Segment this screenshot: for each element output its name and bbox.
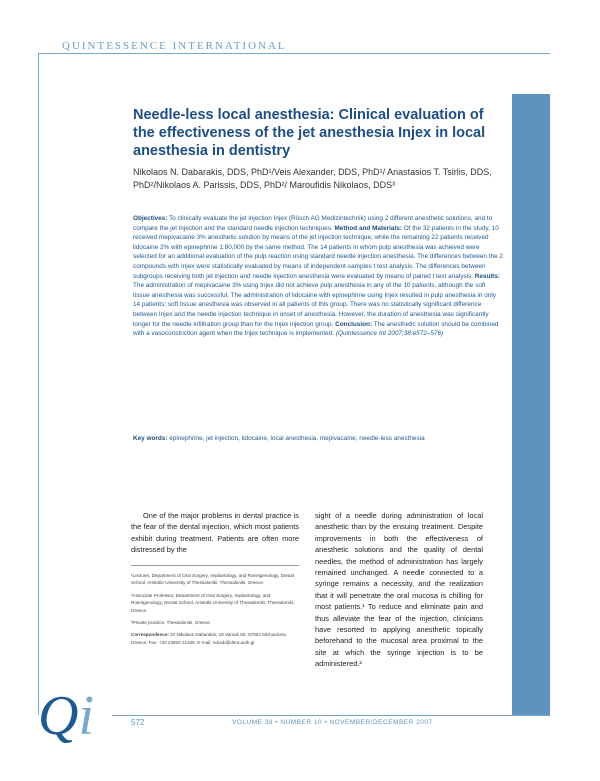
footnotes: [131, 572, 299, 651]
correspondence-label: Correspondence:: [131, 632, 170, 638]
objectives-label: Objectives:: [133, 215, 168, 222]
body-column-right: [315, 510, 483, 670]
body-paragraph: One of the major problems in dental practice is the fear of the dental injection, which most patients exhibit during treatment. Patients are often more distressed by the: [131, 511, 299, 555]
keywords: [133, 434, 503, 444]
methods-text: Of the 32 patients in the study, 10 received mepivacaine 3% anesthetic solution by means of the jet injection technique, while the remaining 22 patients received lidocaine 2% with epinephrine 1:80,000 by the same method. The 14 patients in whom pulp anesthesia was achieved were selected for an additional evaluation of the pulp reaction using standard needle injection anesthesia. The differences between the 2 compounds with Injex were statistically evaluated by means of independent-samples t test analysis. The differences between subgroups receiving both jet injection and needle injection anesthesia were evaluated by means of paired t test analysis.: [133, 224, 503, 280]
body-column-left: [131, 510, 299, 556]
article-title: Needle-less local anesthesia: Clinical evaluation of the effectiveness of the jet anesthesia Injex in local anesthesia in dentistry: [133, 107, 486, 159]
journal-name: QUINTESSENCE INTERNATIONAL: [62, 40, 287, 52]
journal-logo: [38, 685, 95, 747]
footnote-1: ¹Lecturer, Department of Oral Surgery, Implantology, and Roentgenology, Dental School, Aristotle University of Thessaloniki, Thessaloniki, Greece.: [131, 573, 294, 586]
side-color-bar: [512, 94, 550, 715]
footnote-rule: [131, 565, 299, 566]
article-authors: Nikolaos N. Dabarakis, DDS, PhD¹/Veis Alexander, DDS, PhD¹/ Anastasios T. Tsirlis, DDS, PhD²/Nikolaos A. Parissis, DDS, PhD²/ Maroufidis Nikolaos, DDS³: [133, 167, 492, 190]
left-margin-rule: [38, 53, 39, 715]
volume-info: VOLUME 38 • NUMBER 10 • NOVEMBER/DECEMBER 2007: [232, 719, 433, 726]
header-rule: [38, 53, 550, 54]
footer-rule: [112, 715, 550, 716]
correspondence: [131, 631, 299, 646]
footnote-2: ²Associate Professor, Department of Oral Surgery, Implantology, and Roentgenology, Dental School, Aristotle University of Thessaloniki, Thessaloniki, Greece.: [131, 592, 295, 613]
methods-label: Method and Materials:: [334, 224, 402, 232]
results-text: The administration of mepivacaine 3% using Injex did not achieve pulp anesthesia in any of the 10 patients, although the soft tissue anesthesia was successful. The administration of lidocaine with epinephrine using Injex resulted in pulp anesthesia in only 14 patients; soft tissue anesthesia was observed in all patients of this group. There was no statistically significant difference between Injex and the needle injection technique in onset of anesthesia. However, the duration of anesthesia was significantly longer for the needle infiltration group than for the Injex injection group.: [133, 282, 496, 328]
conclusion-label: Conclusion:: [335, 320, 373, 328]
footnote-3: ³Private practice, Thessaloniki, Greece.: [131, 620, 212, 626]
keywords-text: epinephrine, jet injection, lidocaine, local anesthesia, mepivacaine, needle-less anesthesia: [167, 435, 425, 442]
logo-i: i: [78, 685, 95, 747]
results-label: Results:: [474, 272, 500, 280]
body-paragraph: sight of a needle during administration of local anesthetic than by the ensuing treatment. Despite improvements in both the effectiveness of anesthetic solutions and the quality of dental needles, the method of administration has largely remained unchanged. A needle connected to a syringe remains a necessity, and the realization that it will penetrate the oral mucosa is chilling for most patients.¹ To reduce and eliminate pain and thus alleviate the fear of the injection, clinicians have resorted to applying anesthetic topically beforehand to the mucosal area proximal to the site at which the syringe injection is to be administered.²: [315, 511, 483, 669]
keywords-label: Key words:: [133, 435, 168, 442]
conclusion-text: The anesthetic solution should be combined with a vasoconstriction agent when the Injex technique is implemented.: [133, 320, 499, 338]
citation: (Quintessence Int 2007;38:e572–576): [335, 330, 444, 338]
abstract: [133, 214, 503, 339]
correspondence-text: Dr Nikolaos Dabarakis, 18 Vamali Str, 57004 Michaniona, Greece. Fax: +30 23920 21346. E-mail: ndoub@dent.auth.gr: [131, 632, 287, 645]
objectives-text: To clinically evaluate the jet injection Injex (Rösch AG Medizintechnik) using 2 different anesthetic solutions, and to compare the jet injection and the standard needle injection techniques.: [133, 215, 493, 232]
logo-q: Q: [38, 685, 79, 747]
page-number: 572: [131, 718, 145, 727]
